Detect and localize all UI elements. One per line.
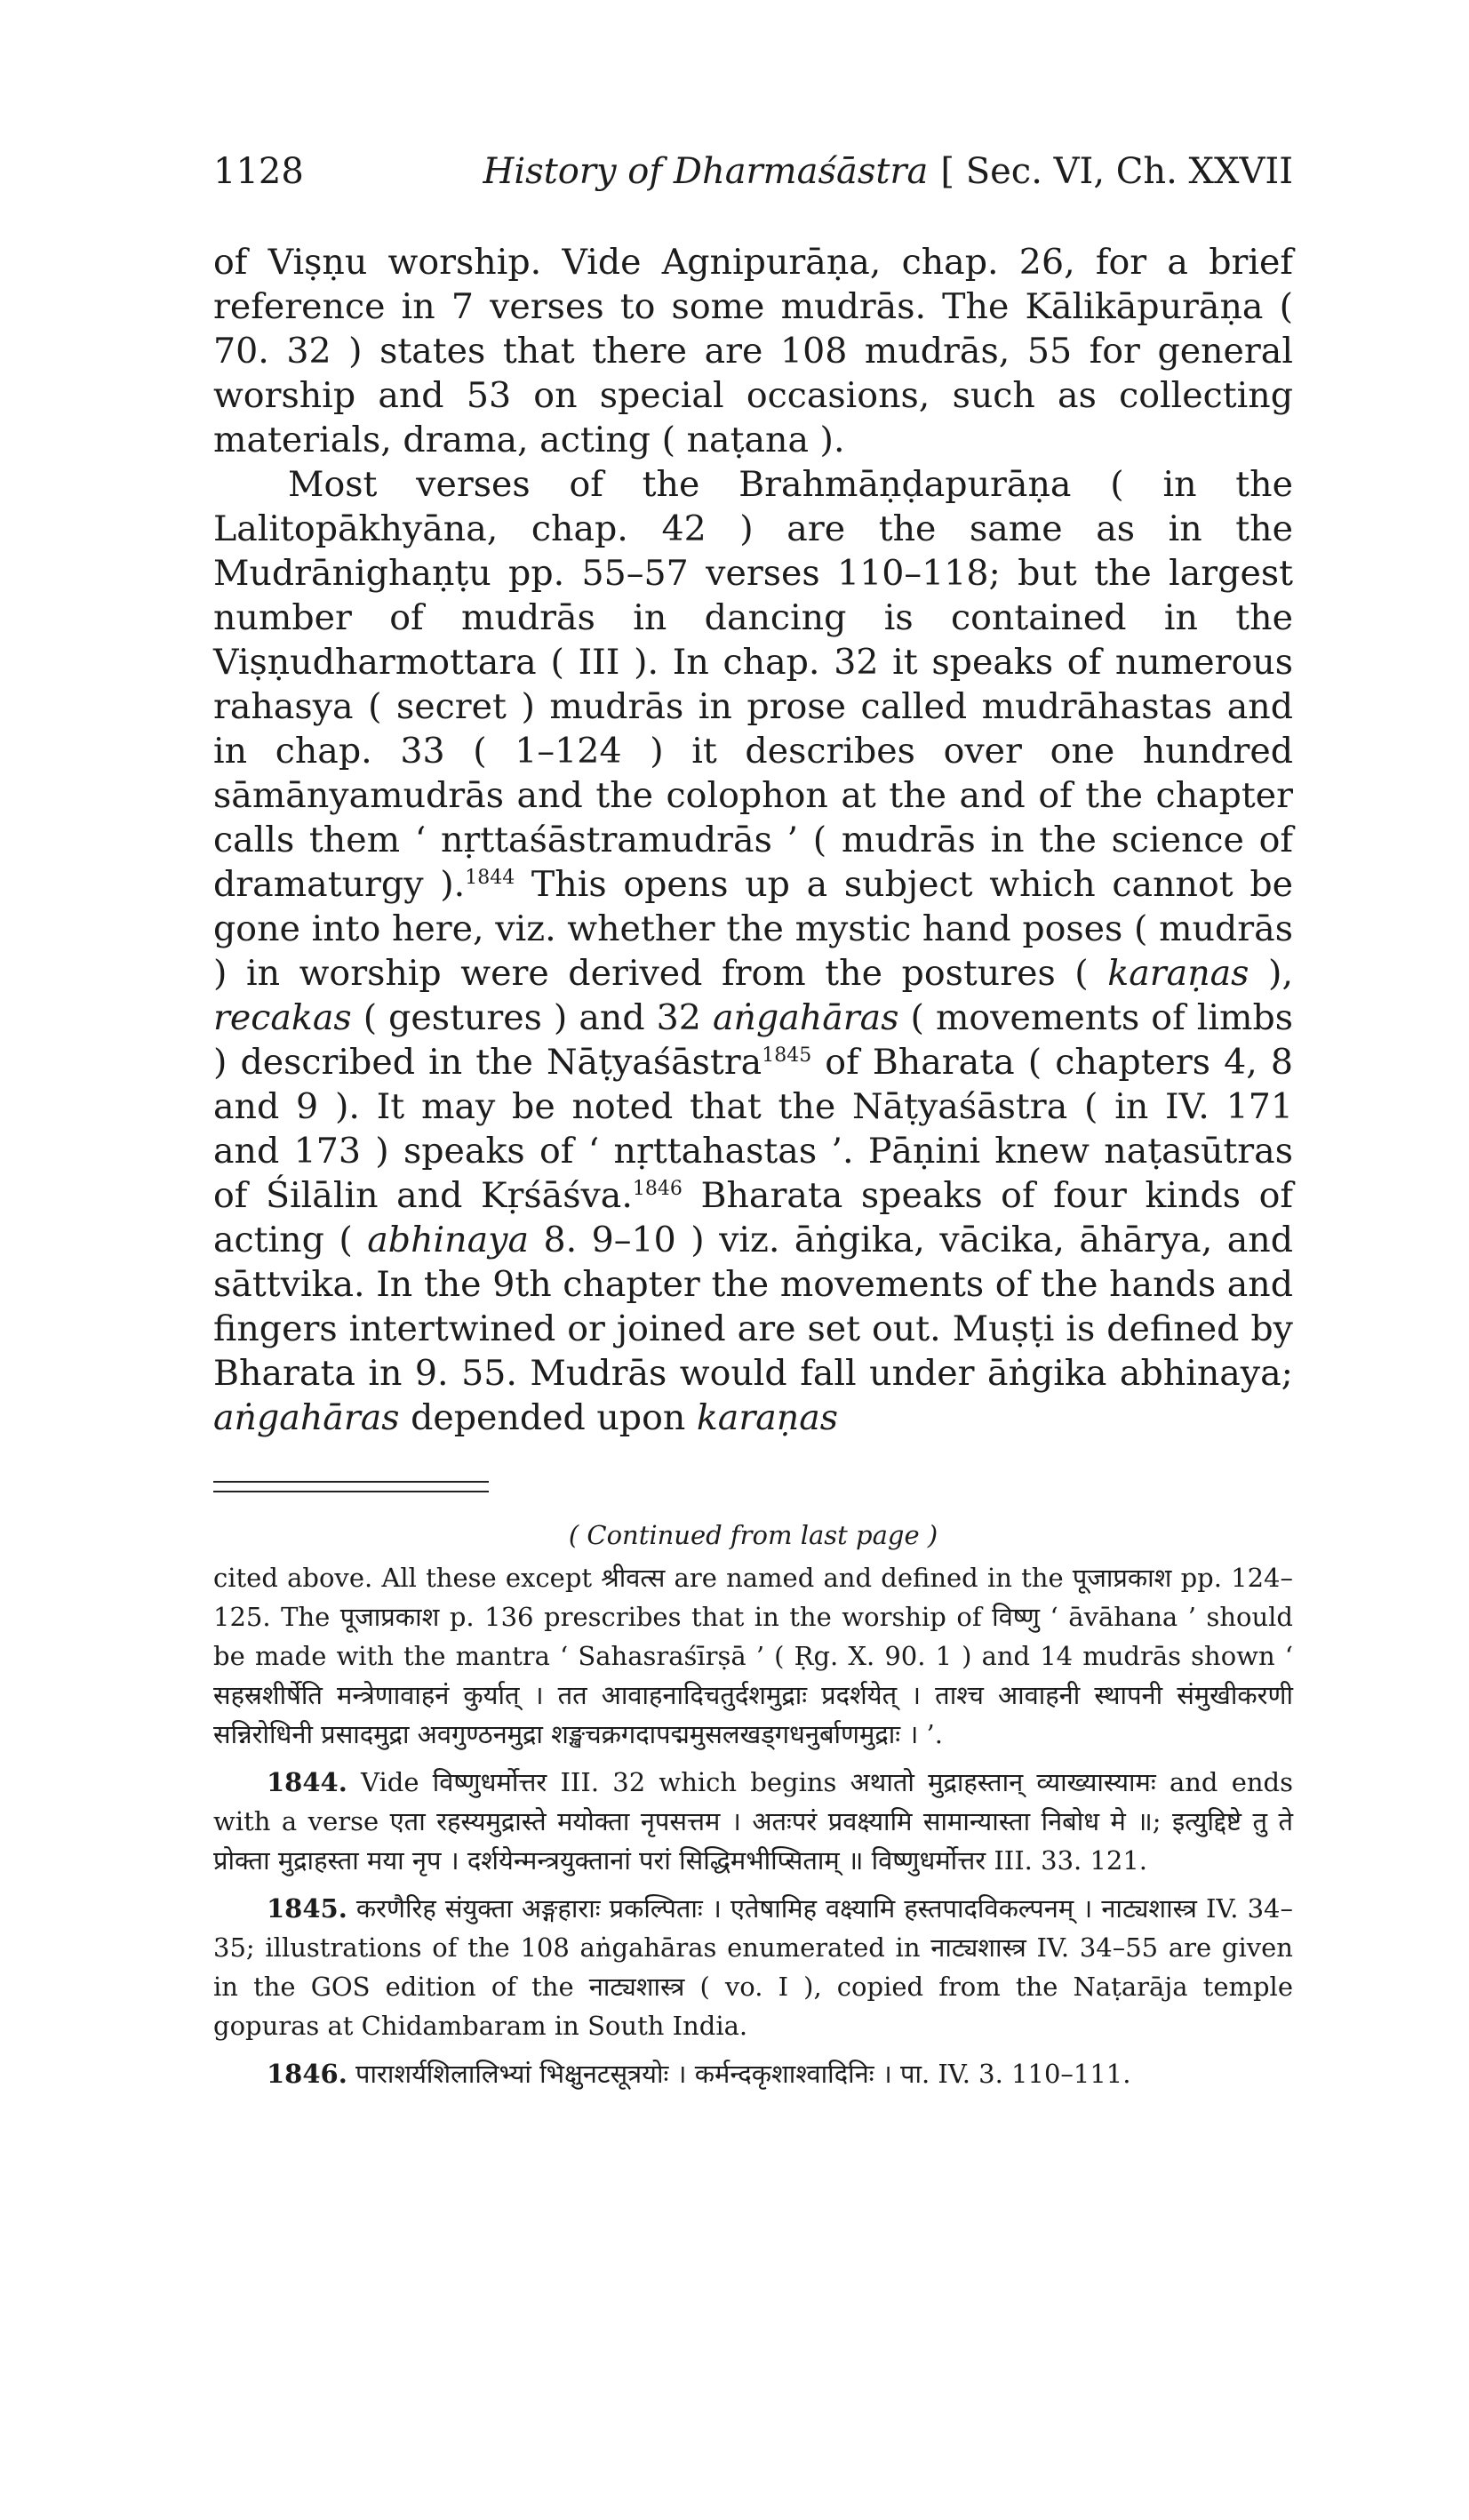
footnote-ref-1844[interactable]: 1844 — [465, 866, 515, 889]
book-page — [213, 151, 1293, 2093]
section-reference: [ Sec. VI, Ch. XXVII — [940, 151, 1293, 192]
continued-label: ( Continued from last page ) — [568, 1520, 938, 1550]
footnote-text: पाराशर्यशिलालिभ्यां भिक्षुनटसूत्रयोः । कर्मन्दकृशाश्वादिनिः । पा. IV. 3. 110–111. — [355, 2059, 1131, 2089]
footnote-text: करणैरिह संयुक्ता अङ्गहाराः प्रकल्पिताः । एतेषामिह वक्ष्यामि हस्तपादविकल्पनम् । नाट्यशास्त्र IV. 34–35; illustrations of the 108 aṅgahāras enumerated in नाट्यशास्त्र IV. 34–55 are given in the GOS edition of the नाट्यशास्त्र ( vo. I ), copied from the Naṭarāja temple gopuras at Chidambaram in South India. — [213, 1893, 1293, 2041]
text-run: Bharata speaks of four kinds of acting ( — [213, 1175, 1293, 1260]
italic-term-karanas: karaṇas — [1107, 953, 1249, 994]
footnote-text: Vide विष्णुधर्मोत्तर III. 32 which begins अथातो मुद्राहस्तान् व्याख्यास्यामः and ends with a verse एता रहस्यमुद्रास्ते मयोक्ता नृपसत्तम । अतःपरं प्रवक्ष्यामि सामान्यास्ता निबोध मे ॥; इत्युद्दिष्टे तु ते प्रोक्ता मुद्राहस्ता मया नृप । दर्शयेन्मन्त्रयुक्तानां परां सिद्धिमभीप्सिताम् ॥ विष्णुधर्मोत्तर III. 33. 121. — [213, 1767, 1294, 1876]
text-run: ( gestures ) and 32 — [351, 997, 713, 1038]
footnote-1844 — [213, 1763, 1293, 1880]
running-header — [213, 151, 1293, 213]
footnote-number: 1846. — [267, 2059, 347, 2089]
italic-term-abhinaya: abhinaya — [367, 1220, 530, 1260]
footnote-separator — [213, 1481, 489, 1492]
footnote-number: 1845. — [267, 1893, 347, 1924]
text-run: Most verses of the Brahmāṇḍapurāṇa ( in the Lalitopākhyāna, chap. 42 ) are the same as in the Mudrānighaṇṭu pp. 55–57 verses 110–118; but the largest number of mudrās in dancing is contained in the Viṣṇudharmottara ( III ). In chap. 32 it speaks of numerous rahasya ( secret ) mudrās in prose called mudrāhastas and in chap. 33 ( 1–124 ) it describes over one hundred sāmānyamudrās and the colophon at the and of the chapter calls them ‘ nṛttaśāstramudrās ’ ( mudrās in the science of dramaturgy ). — [213, 464, 1293, 905]
footnote-1846 — [213, 2054, 1293, 2093]
paragraph-mudras — [213, 462, 1293, 1440]
text-run: This opens up a subject which cannot be gone into here, viz. whether the mystic hand poses ( mudrās ) in worship were derived from the postures ( — [213, 864, 1293, 994]
paragraph-continued: of Viṣṇu worship. Vide Agnipurāṇa, chap. 26, for a brief reference in 7 verses to some mudrās. The Kālikāpurāṇa ( 70. 32 ) states that there are 108 mudrās, 55 for general worship and 53 on special occasions, such as collecting materials, drama, acting ( naṭana ). — [213, 242, 1293, 460]
italic-term-angaharas: aṅgahāras — [213, 1397, 400, 1438]
page-number: 1128 — [213, 151, 304, 192]
italic-term-angaharas: aṅgahāras — [712, 997, 899, 1038]
footnote-1845 — [213, 1889, 1293, 2045]
text-run: ( movements of limbs ) described in the Nāṭyaśāstra — [213, 997, 1294, 1083]
text-run: ), — [1249, 953, 1293, 994]
italic-term-recakas: recakas — [213, 997, 352, 1038]
footnote-ref-1845[interactable]: 1845 — [762, 1044, 812, 1067]
main-text — [213, 240, 1293, 1440]
italic-term-karanas: karaṇas — [696, 1397, 839, 1438]
footnote-ref-1846[interactable]: 1846 — [632, 1177, 683, 1200]
text-run: depended upon — [399, 1397, 697, 1438]
footnote-number: 1844. — [267, 1767, 347, 1797]
book-title: History of Dharmaśāstra — [483, 151, 929, 192]
footnotes — [213, 1516, 1293, 2093]
text-run: of Bharata ( chapters 4, 8 and 9 ). It may be noted that the Nāṭyaśāstra ( in IV. 171 and 173 ) speaks of ‘ nṛttahastas ’. Pāṇini knew naṭasūtras of Śilālin and Kṛśāśva. — [213, 1042, 1293, 1216]
footnote-continued: cited above. All these except श्रीवत्स are named and defined in the पूजाप्रकाश pp. 124–125. The पूजाप्रकाश p. 136 prescribes that in the worship of विष्णु ‘ āvāhana ’ should be made with the mantra ‘ Sahasraśīrṣā ’ ( Ṛg. X. 90. 1 ) and 14 mudrās shown ‘ सहस्रशीर्षेति मन्त्रेणावाहनं कुर्यात् । तत आवाहनादिचतुर्दशमुद्राः प्रदर्शयेत् । ताश्च आवाहनी स्थापनी संमुखीकरणी सन्निरोधिनी प्रसादमुद्रा अवगुण्ठनमुद्रा शङ्खचक्रगदापद्ममुसलखड्गधनुर्बाणमुद्राः । ’. — [213, 1563, 1293, 1749]
text-run: 8. 9–10 ) viz. āṅgika, vācika, āhārya, and sāttvika. In the 9th chapter the movements of the hands and fingers intertwined or joined are set out. Muṣṭi is defined by Bharata in 9. 55. Mudrās would fall under āṅgika abhinaya; — [213, 1220, 1293, 1394]
